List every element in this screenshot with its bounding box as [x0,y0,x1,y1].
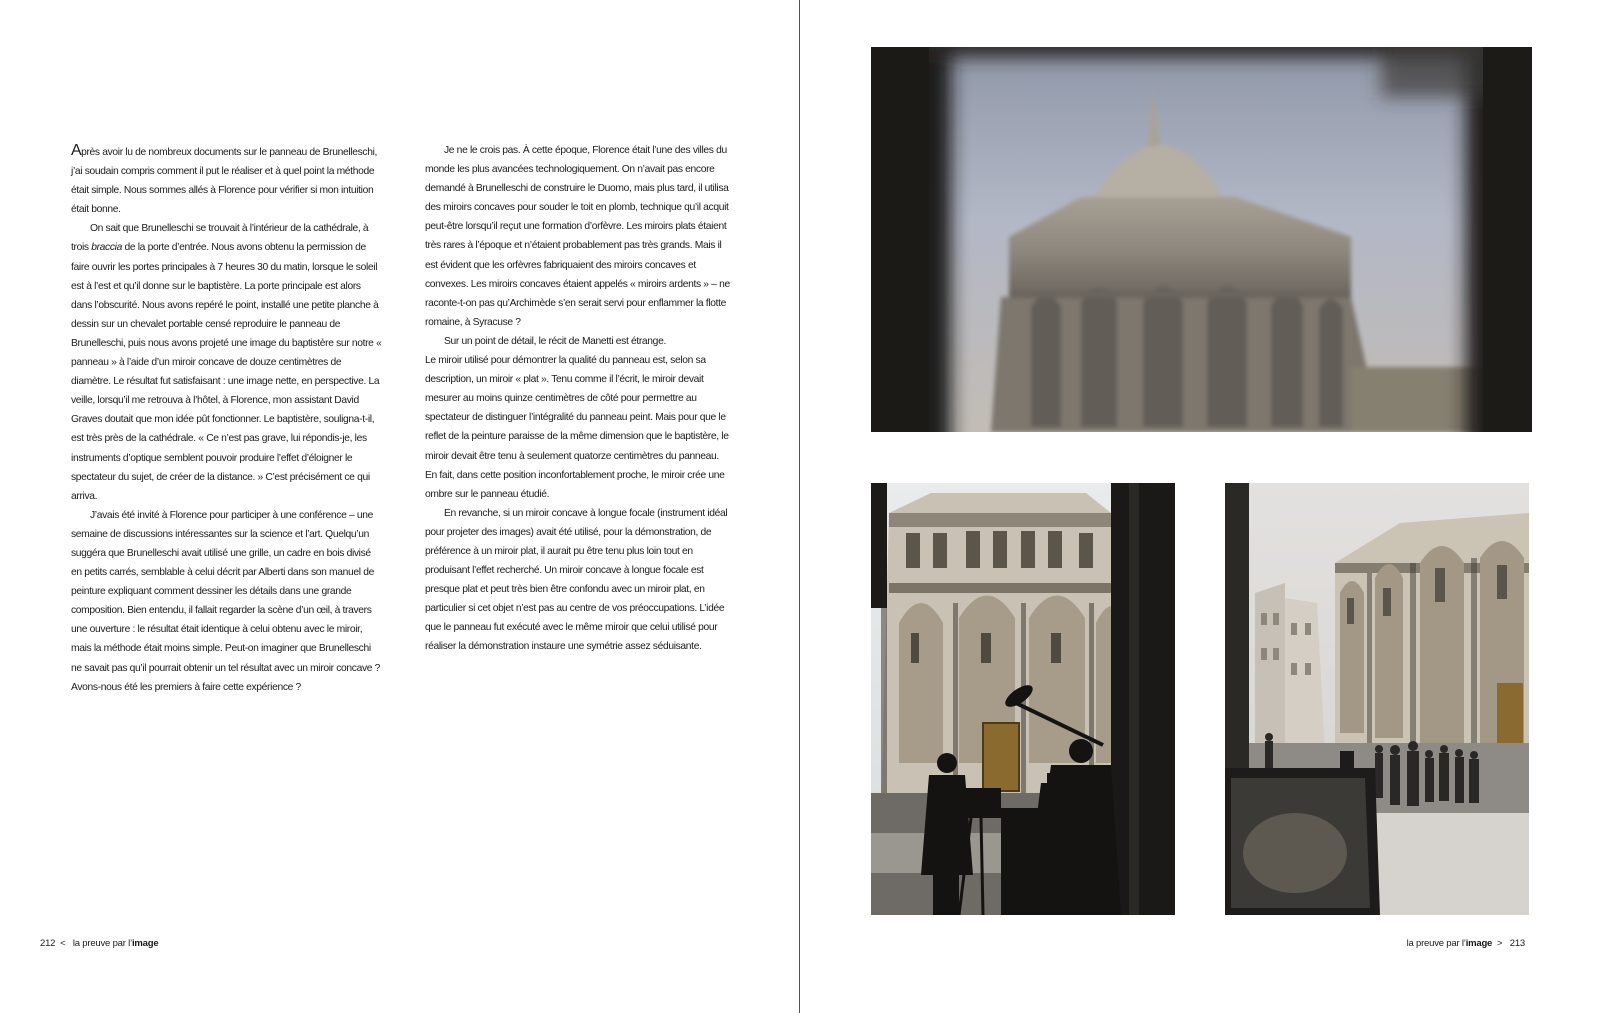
running-title: la preuve par l’image [1406,938,1493,949]
folio-arrow: < [60,938,66,949]
text-column-1 [71,141,383,697]
page-footer-right [1407,938,1525,949]
page-number: 212 [40,938,56,949]
text-column-2 [425,141,730,657]
photo-baptistery-projection [871,47,1532,432]
paragraph-text: On sait que Brunelleschi se trouvait à l’intérieur de la cathédrale, à trois [71,223,369,254]
paragraph: Le miroir utilisé pour démontrer la qualité du panneau est, selon sa description, un miroir « plat ». Tenu comme il l’écrit, le miroir devait mesurer au moins quinze centimètres de côté pour permettre au spectateur de distinguer l’intégralité du panneau peint. Mais pour que le reflet de la peinture paraisse de la même dimension que le baptistère, le miroir devait être tenu à seulement quatorze centimètres du panneau. En fait, dans cette position inconfortablement proche, le miroir crée une ombre sur le panneau étudié. [425,355,729,500]
page-number: 213 [1509,938,1525,949]
initial-letter: A [71,142,82,159]
paragraph: Sur un point de détail, le récit de Manetti est étrange. [444,335,666,347]
paragraph [71,141,383,219]
paragraph: En revanche, si un miroir concave à longue focale (instrument idéal pour projeter des images) avait été utilisé, pour la démonstration, de préférence à un miroir plat, il aurait pu être tenu plus loin tout en produisant l’effet recherché. Un miroir concave à longue focale est presque plat et peut très bien être confondu avec un miroir plat, en particulier si cet objet n’est pas au centre de vos préoccupations. L’idée que le panneau fut exécuté avec le même miroir que celui utilisé pour réaliser la démonstration instaure une symétrie assez séduisante. [425,507,728,653]
photo-mirror-setup [1225,483,1529,915]
folio-arrow: > [1497,938,1503,949]
paragraph-text: près avoir lu de nombreux documents sur le panneau de Brunelleschi, j’ai soudain compris comment il put le réaliser et à quel point la méthode était simple. Nous sommes allés à Florence pour vérifier si mon intuition était bonne. [71,147,378,216]
italic-term: braccia [91,242,122,254]
running-title: la preuve par l’image [72,938,159,949]
page-footer-left [40,938,158,949]
paragraph-text: de la porte d’entrée. Nous avons obtenu la permission de faire ouvrir les portes principales à 7 heures 30 du matin, lorsque le soleil est à l’est et qu’il donne sur le baptistère. La porte principale est alors dans l’obscurité. Nous avons repéré le point, installé une petite planche à dessin sur un chevalet portable censé reproduire le panneau de Brunelleschi, puis nous avons projeté une image du baptistère sur notre « panneau » à l’aide d’un miroir concave de douze centimètres de diamètre. Le résultat fut satisfaisant : une image nette, en perspective. La veille, lorsqu’il me retrouva à l’hôtel, à Florence, mon assistant David Graves doutait que mon idée pût fonctionner. Le baptistère, souligna-t-il, est très près de la cathédrale. « Ce n’est pas grave, lui répondis-je, les instruments d’optique semblent pouvoir produire l’effet d’éloigner le spectateur du sujet, de créer de la distance. » C’est précisément ce qui arriva. [71,242,382,502]
paragraph: J’avais été invité à Florence pour participer à une conférence – une semaine de discussions intéressantes sur la science et l’art. Quelqu’un suggéra que Brunelleschi avait utilisé une grille, un cadre en bois divisé en petits carrés, semblable à celui décrit par Alberti dans son manuel de peinture expliquant comment dessiner les détails dans une grande composition. Bien entendu, il fallait regarder la scène d’un œil, à travers une ouverture : le résultat était identique à celui obtenu avec le miroir, mais la méthode était moins simple. Peut-on imaginer que Brunelleschi ne savait pas qu’il pourrait obtenir un tel résultat avec un miroir concave ? Avons-nous été les premiers à faire cette expérience ? [71,509,381,693]
photo-film-crew [871,483,1175,915]
paragraph: Je ne le crois pas. À cette époque, Florence était l’une des villes du monde les plus avancées technologiquement. On n’avait pas encore demandé à Brunelleschi de construire le Duomo, mais plus tard, il utilisa des miroirs concaves pour souder le toit en plomb, technique qu’il acquit peut-être lorsqu’il reçut une formation d’orfèvre. Les miroirs plats étaient très rares à l’époque et n’étaient probablement pas très grands. Mais il est évident que les orfèvres fabriquaient des miroirs concaves et convexes. Les miroirs concaves étaient appelés « miroirs ardents » – ne raconte-t-on pas qu’Archimède s’en serait servi pour enflammer la flotte romaine, à Syracuse ? [425,145,730,328]
paragraph [71,219,383,505]
